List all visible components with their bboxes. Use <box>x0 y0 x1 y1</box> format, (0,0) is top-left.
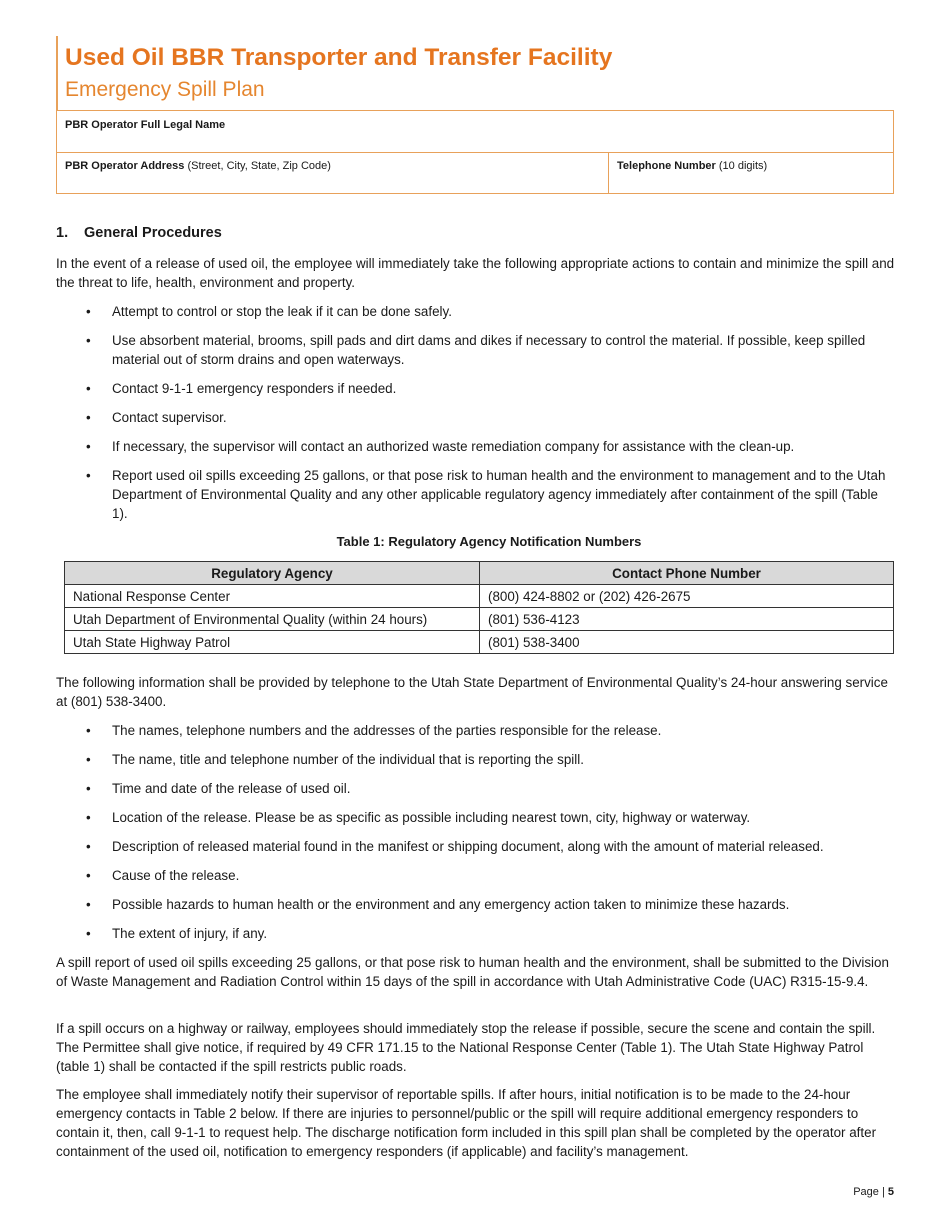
list-item: • Location of the release. Please be as specific as possible including nearest town, city, highway or waterway. <box>86 810 751 825</box>
bullet-icon: • <box>86 304 91 319</box>
bullet-icon: • <box>86 781 91 796</box>
highway-spill-paragraph: If a spill occurs on a highway or railway, employees should immediately stop the release if possible, secure the scene and contain the spill. The Permittee shall give notice, if required by 49 CFR 171.15 to the National Response Center (Table 1). The Utah State Highway Patrol (table 1) shall be contacted if the spill restricts public roads. <box>56 1021 876 1074</box>
operator-info-form <box>56 110 894 194</box>
list-item: • Report used oil spills exceeding 25 gallons, or that pose risk to human health and the environment to management and to the Utah Department of Environmental Quality and any other applicable regulatory agency immediately after containment of the spill (Table 1). <box>86 468 886 521</box>
list-item: • The names, telephone numbers and the addresses of the parties responsible for the release. <box>86 723 662 738</box>
operator-address-label: PBR Operator Address <box>65 160 185 172</box>
list-item: • Description of released material found in the manifest or shipping document, along with the amount of material released. <box>86 839 824 854</box>
header-accent-rule <box>56 36 58 110</box>
page-number: 5 <box>887 1186 894 1198</box>
list-item: • The name, title and telephone number of the individual that is reporting the spill. <box>86 752 584 767</box>
table-header-row <box>65 562 894 585</box>
agency-cell: Utah State Highway Patrol <box>65 631 480 654</box>
column-header: Contact Phone Number <box>480 562 894 585</box>
section-heading-general-procedures <box>56 225 222 241</box>
phone-cell: (801) 536-4123 <box>480 608 894 631</box>
bullet-icon: • <box>86 810 91 825</box>
bullet-icon: • <box>86 468 91 483</box>
list-item: • Use absorbent material, brooms, spill pads and dirt dams and dikes if necessary to control the material. If possible, keep spilled material out of storm drains and open waterways. <box>86 333 866 367</box>
section-number: 1. <box>56 225 69 241</box>
document-title: Used Oil BBR Transporter and Transfer Facility <box>65 44 613 71</box>
table-caption: Table 1: Regulatory Agency Notification Numbers <box>336 534 642 549</box>
phone-cell: (801) 538-3400 <box>480 631 894 654</box>
operator-address-field[interactable] <box>65 160 331 172</box>
list-item: • Possible hazards to human health or the environment and any emergency action taken to minimize these hazards. <box>86 897 790 912</box>
list-item: • Contact 9-1-1 emergency responders if needed. <box>86 381 397 396</box>
table-row <box>65 585 894 608</box>
agency-contact-table <box>64 561 894 654</box>
action-list <box>56 302 896 533</box>
operator-address-hint: (Street, City, State, Zip Code) <box>184 160 331 172</box>
list-item: • Cause of the release. <box>86 868 240 883</box>
operator-address-row <box>57 153 893 194</box>
form-cell-divider <box>608 153 609 194</box>
phone-cell: (800) 424-8802 or (202) 426-2675 <box>480 585 894 608</box>
info-intro-paragraph: The following information shall be provided by telephone to the Utah State Department of Environmental Quality’s 24-hour answering service at (801) 538-3400. <box>56 675 888 709</box>
bullet-icon: • <box>86 333 91 348</box>
info-list <box>56 721 896 953</box>
bullet-icon: • <box>86 839 91 854</box>
column-header: Regulatory Agency <box>65 562 480 585</box>
list-item: • Contact supervisor. <box>86 410 227 425</box>
section-title: General Procedures <box>84 225 222 241</box>
notification-paragraph: The employee shall immediately notify their supervisor of reportable spills. If after hours, initial notification is to be made to the 24-hour emergency contacts in Table 2 below. If there are injuries to personnel/public or the spill will require additional emergency responders to contain it, then, call 9-1-1 to request help. The discharge notification form included in this spill plan shall be completed by the operator after containment of the used oil, notification to emergency responders (if applicable) and facility’s management. <box>56 1087 877 1159</box>
bullet-icon: • <box>86 723 91 738</box>
bullet-icon: • <box>86 752 91 767</box>
telephone-hint: (10 digits) <box>715 160 768 172</box>
bullet-icon: • <box>86 897 91 912</box>
list-item: • Time and date of the release of used oil. <box>86 781 351 796</box>
bullet-icon: • <box>86 439 91 454</box>
agency-cell: National Response Center <box>65 585 480 608</box>
bullet-icon: • <box>86 381 91 396</box>
table-row <box>65 631 894 654</box>
operator-name-field[interactable] <box>57 111 893 153</box>
page-label: Page | <box>853 1186 888 1198</box>
operator-name-label: PBR Operator Full Legal Name <box>65 119 226 131</box>
list-item: • Attempt to control or stop the leak if it can be done safely. <box>86 304 452 319</box>
bullet-icon: • <box>86 926 91 941</box>
intro-paragraph: In the event of a release of used oil, the employee will immediately take the following appropriate actions to contain and minimize the spill and the threat to life, health, environment and property. <box>56 256 895 290</box>
agency-cell: Utah Department of Environmental Quality (within 24 hours) <box>65 608 480 631</box>
telephone-label: Telephone Number <box>617 160 716 172</box>
list-item: • If necessary, the supervisor will contact an authorized waste remediation company for assistance with the clean-up. <box>86 439 795 454</box>
bullet-icon: • <box>86 868 91 883</box>
page-footer <box>853 1186 894 1198</box>
bullet-icon: • <box>86 410 91 425</box>
document-subtitle: Emergency Spill Plan <box>65 78 265 101</box>
spill-report-paragraph: A spill report of used oil spills exceeding 25 gallons, or that pose risk to human health and the environment, shall be submitted to the Division of Waste Management and Radiation Control within 15 days of the spill in accordance with Utah Administrative Code (UAC) R315-15-9.4. <box>56 955 889 989</box>
table-row <box>65 608 894 631</box>
telephone-field[interactable] <box>617 160 767 172</box>
list-item: • The extent of injury, if any. <box>86 926 268 941</box>
